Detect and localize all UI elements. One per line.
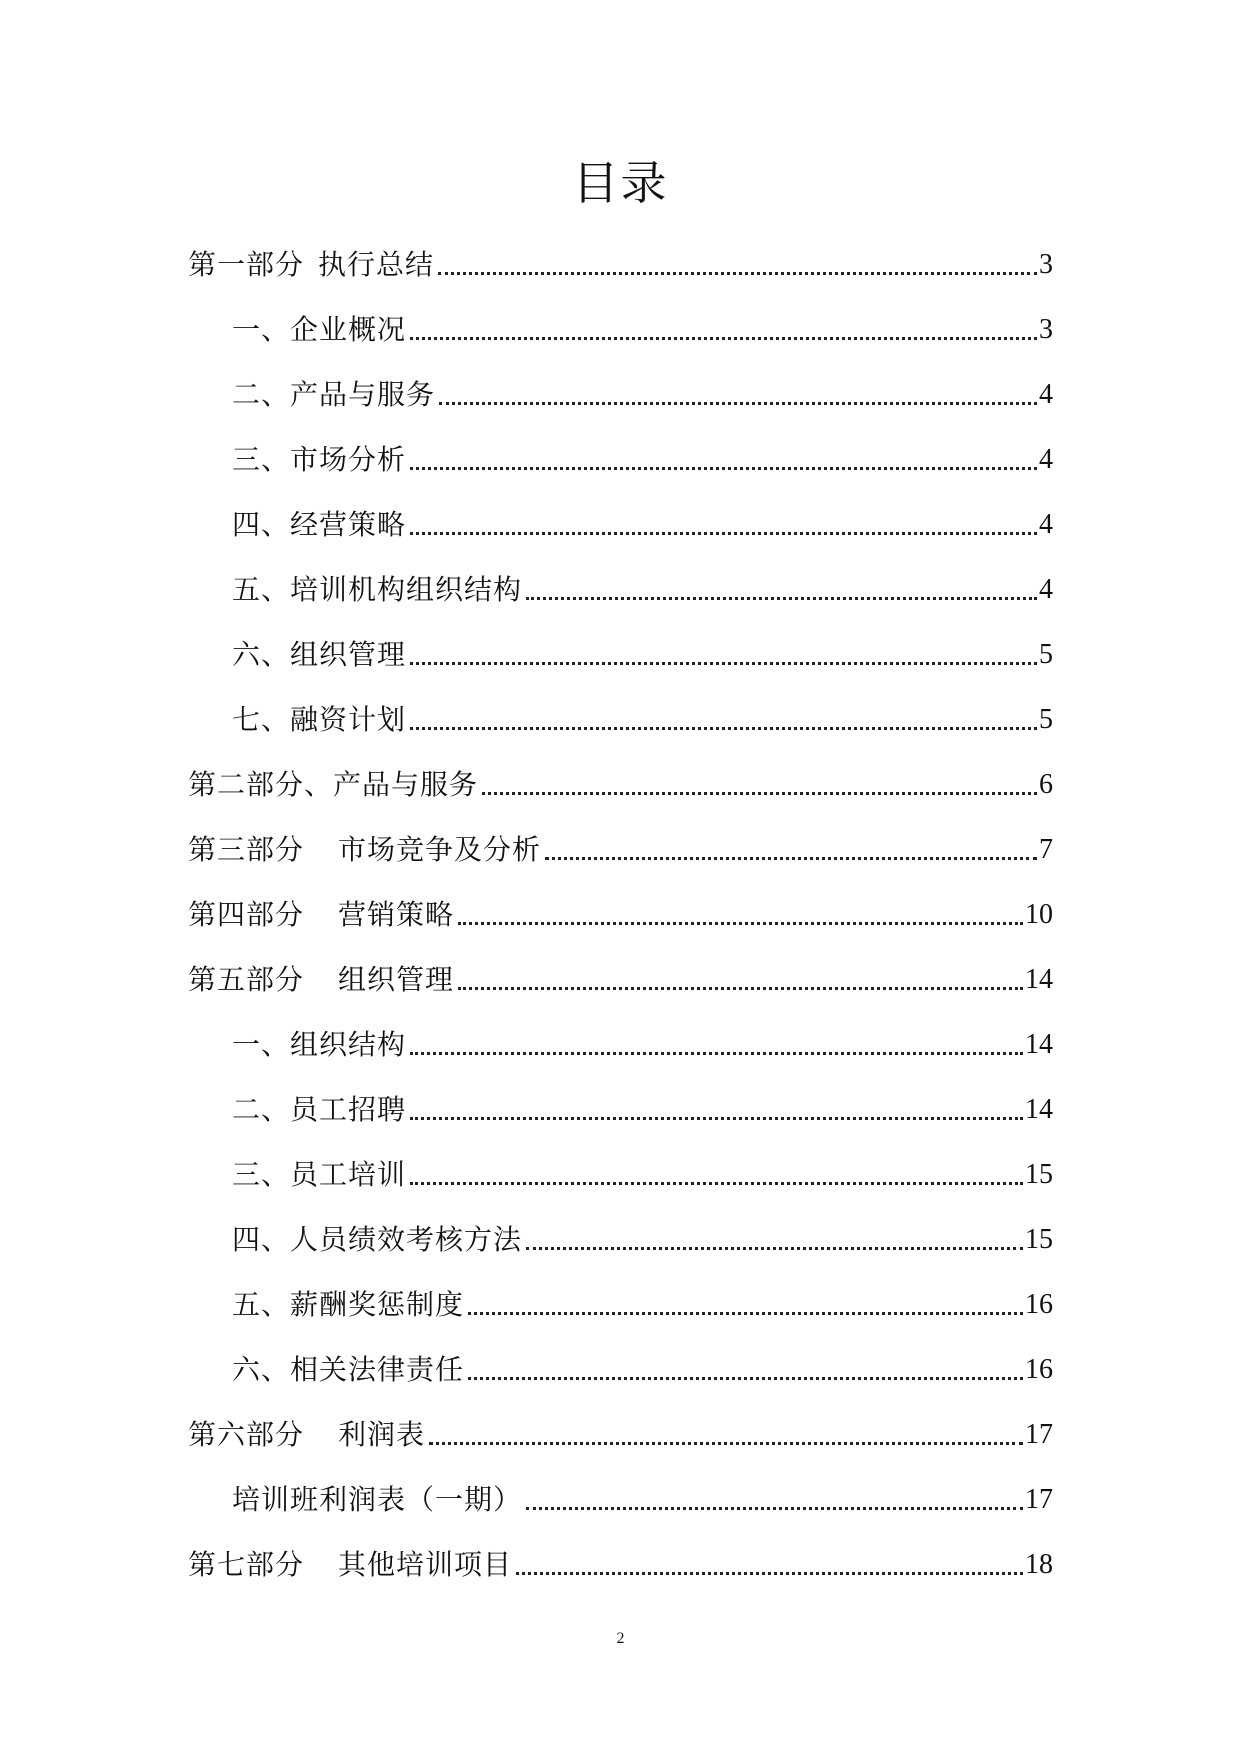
toc-entry[interactable] — [188, 610, 1053, 675]
toc-entry[interactable] — [188, 220, 1053, 285]
toc-entry-page: 4 — [1039, 444, 1053, 475]
toc-entry[interactable] — [188, 415, 1053, 480]
toc-entry-page: 4 — [1039, 379, 1053, 410]
toc-entry-prefix: 四、 — [232, 1223, 291, 1256]
toc-entry[interactable] — [188, 935, 1053, 1000]
toc-entry[interactable] — [188, 870, 1053, 935]
toc-entry-page: 16 — [1025, 1289, 1053, 1320]
toc-entry[interactable] — [188, 350, 1053, 415]
toc-dot-leader — [516, 1572, 1023, 1575]
toc-entry-page: 17 — [1025, 1484, 1053, 1515]
toc-entry[interactable] — [188, 1260, 1053, 1325]
toc-dot-leader — [458, 922, 1023, 925]
toc-entry-prefix: 二、 — [232, 1093, 291, 1126]
toc-dot-leader — [410, 1182, 1023, 1185]
toc-dot-leader — [410, 337, 1037, 340]
toc-entry[interactable] — [188, 1130, 1053, 1195]
toc-entry-label — [232, 1285, 464, 1325]
toc-entry[interactable] — [188, 1195, 1053, 1260]
toc-entry-prefix: 四、 — [232, 508, 291, 541]
toc-entry-label — [232, 700, 406, 740]
toc-entry-prefix: 七、 — [232, 703, 291, 736]
toc-entry-title: 市场竞争及分析 — [338, 833, 542, 866]
toc-entry-title: 其他培训项目 — [338, 1548, 513, 1581]
toc-entry-title: 培训机构组织结构 — [290, 573, 523, 606]
toc-entry[interactable] — [188, 1000, 1053, 1065]
toc-entry-page: 5 — [1039, 704, 1053, 735]
toc-entry-label — [232, 1480, 522, 1520]
toc-entry[interactable] — [188, 1325, 1053, 1390]
toc-entry-title: 执行总结 — [318, 248, 435, 281]
toc-entry-page: 5 — [1039, 639, 1053, 670]
toc-entry-label — [232, 570, 522, 610]
toc-dot-leader — [410, 727, 1037, 730]
toc-entry-prefix: 一、 — [232, 313, 291, 346]
toc-entry-prefix: 第二部分、 — [188, 768, 334, 801]
toc-entry-title: 薪酬奖惩制度 — [290, 1288, 465, 1321]
toc-entry-title: 培训班利润表（一期） — [232, 1483, 523, 1516]
toc-entry-title: 组织管理 — [338, 963, 455, 996]
toc-entry-prefix: 第四部分 — [188, 898, 305, 931]
toc-entry-prefix: 一、 — [232, 1028, 291, 1061]
toc-entry-page: 17 — [1025, 1419, 1053, 1450]
toc-entry-title: 产品与服务 — [333, 768, 479, 801]
toc-entry-label — [232, 1090, 406, 1130]
toc-entry-label — [232, 1350, 464, 1390]
toc-entry-prefix: 六、 — [232, 638, 291, 671]
toc-dot-leader — [468, 1312, 1023, 1315]
toc-dot-leader — [482, 792, 1037, 795]
toc-dot-leader — [438, 272, 1037, 275]
toc-title: 目录 — [572, 156, 669, 210]
toc-entry-page: 14 — [1025, 964, 1053, 995]
toc-entry-title: 相关法律责任 — [290, 1353, 465, 1386]
toc-entry-prefix: 五、 — [232, 573, 291, 606]
toc-entry-page: 4 — [1039, 509, 1053, 540]
toc-entry-title: 营销策略 — [338, 898, 455, 931]
toc-entry[interactable] — [188, 1065, 1053, 1130]
toc-dot-leader — [410, 1117, 1023, 1120]
toc-entry-title: 组织管理 — [290, 638, 407, 671]
toc-dot-leader — [410, 1052, 1023, 1055]
toc-entry[interactable] — [188, 805, 1053, 870]
toc-entry-title: 经营策略 — [290, 508, 407, 541]
toc-entry-label — [232, 505, 406, 545]
toc-entry-title: 人员绩效考核方法 — [290, 1223, 523, 1256]
toc-entry-page: 3 — [1039, 249, 1053, 280]
toc-dot-leader — [439, 402, 1037, 405]
toc-entry-prefix: 第三部分 — [188, 833, 305, 866]
toc-entry-label — [232, 1025, 406, 1065]
toc-entry[interactable] — [188, 1520, 1053, 1585]
toc-entry-page: 16 — [1025, 1354, 1053, 1385]
toc-dot-leader — [526, 1247, 1023, 1250]
toc-entry-label — [188, 1545, 512, 1585]
toc-entry-title: 产品与服务 — [290, 378, 436, 411]
toc-entry-label — [232, 310, 406, 350]
toc-dot-leader — [410, 467, 1037, 470]
toc-entry-page: 6 — [1039, 769, 1053, 800]
toc-entry-title: 利润表 — [338, 1418, 426, 1451]
toc-dot-leader — [410, 662, 1037, 665]
toc-entry-title: 组织结构 — [290, 1028, 407, 1061]
toc-entry[interactable] — [188, 285, 1053, 350]
toc-entry-title: 企业概况 — [290, 313, 407, 346]
toc-entry-label — [188, 245, 434, 285]
toc-entry-label — [232, 635, 406, 675]
toc-entry[interactable] — [188, 545, 1053, 610]
toc-entry-page: 18 — [1025, 1549, 1053, 1580]
toc-entry-label — [232, 1220, 522, 1260]
toc-entry[interactable] — [188, 675, 1053, 740]
toc-entry-label — [188, 960, 454, 1000]
toc-entry-prefix: 三、 — [232, 1158, 291, 1191]
toc-entry-label — [232, 440, 406, 480]
toc-entry-page: 15 — [1025, 1159, 1053, 1190]
toc-entry-prefix: 第六部分 — [188, 1418, 305, 1451]
toc-dot-leader — [526, 1507, 1023, 1510]
toc-entry-label — [188, 895, 454, 935]
toc-dot-leader — [468, 1377, 1023, 1380]
toc-entry-title: 员工培训 — [290, 1158, 407, 1191]
toc-entry-prefix: 二、 — [232, 378, 291, 411]
toc-entry[interactable] — [188, 740, 1053, 805]
toc-entry-page: 7 — [1039, 834, 1053, 865]
toc-entry-prefix: 第五部分 — [188, 963, 305, 996]
toc-dot-leader — [545, 857, 1037, 860]
page-number: 2 — [616, 1630, 625, 1647]
toc-entry-page: 3 — [1039, 314, 1053, 345]
toc-entry-prefix: 三、 — [232, 443, 291, 476]
toc-entry[interactable] — [188, 1455, 1053, 1520]
toc-entry-title: 融资计划 — [290, 703, 407, 736]
toc-entry-prefix: 五、 — [232, 1288, 291, 1321]
toc-entry[interactable] — [188, 1390, 1053, 1455]
toc-entry-title: 市场分析 — [290, 443, 407, 476]
toc-entry-prefix: 第七部分 — [188, 1548, 305, 1581]
toc-entry-label — [188, 765, 478, 805]
toc-entry-page: 14 — [1025, 1094, 1053, 1125]
toc-entry-page: 14 — [1025, 1029, 1053, 1060]
toc-entry-page: 15 — [1025, 1224, 1053, 1255]
toc-entry-label — [188, 1415, 425, 1455]
toc-dot-leader — [410, 532, 1037, 535]
toc-entry-prefix: 第一部分 — [188, 248, 305, 281]
toc-dot-leader — [429, 1442, 1023, 1445]
toc-entry-label — [232, 375, 435, 415]
toc-entry-prefix: 六、 — [232, 1353, 291, 1386]
toc-dot-leader — [526, 597, 1037, 600]
toc-dot-leader — [458, 987, 1023, 990]
table-of-contents — [188, 220, 1053, 1585]
toc-entry-label — [232, 1155, 406, 1195]
toc-entry-page: 10 — [1025, 899, 1053, 930]
toc-entry-page: 4 — [1039, 574, 1053, 605]
toc-entry-label — [188, 830, 541, 870]
toc-entry-title: 员工招聘 — [290, 1093, 407, 1126]
toc-entry[interactable] — [188, 480, 1053, 545]
